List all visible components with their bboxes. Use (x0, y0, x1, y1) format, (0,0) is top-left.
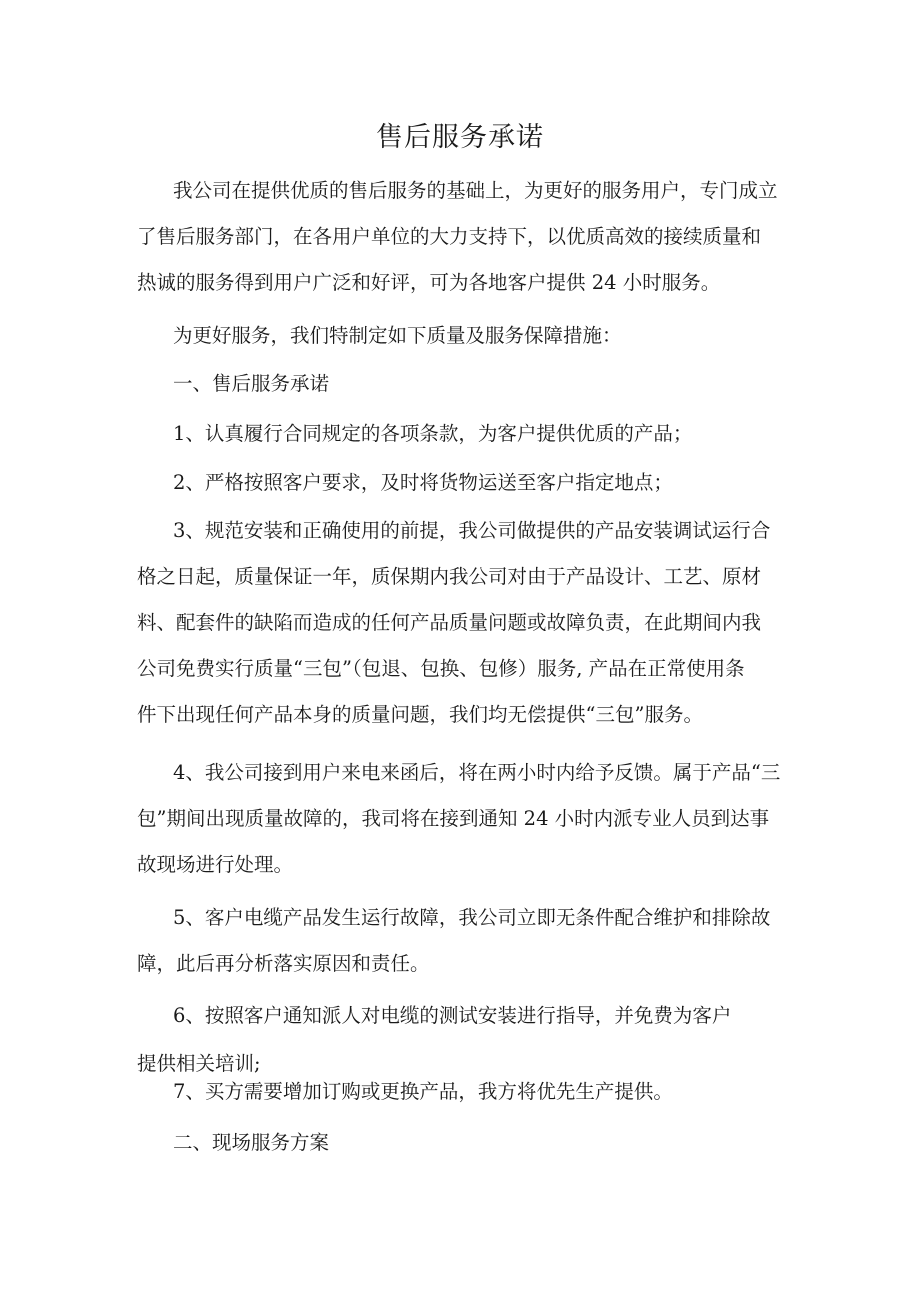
item4-paragraph (137, 750, 792, 888)
measures-intro-paragraph (137, 313, 792, 359)
item3-line: 件下出现任何产品本身的质量问题，我们均无偿提供“三包”服务。 (137, 703, 703, 726)
item5-line: 5、客户电缆产品发生运行故障，我公司立即无条件配合维护和排除故 (173, 906, 771, 929)
intro-line: 了售后服务部门，在各用户单位的大力支持下，以优质高效的接续质量和 (137, 225, 762, 248)
item3-line: 3、规范安装和正确使用的前提，我公司做提供的产品安装调试运行合 (173, 519, 771, 542)
item4-line: 故现场进行处理。 (137, 853, 294, 876)
section2-heading (137, 1120, 792, 1166)
item1-line: 1、认真履行合同规定的各项条款，为客户提供优质的产品； (173, 422, 693, 445)
section1-heading (137, 361, 792, 407)
item2-paragraph (137, 460, 792, 506)
item7-line: 7、买方需要增加订购或更换产品，我方将优先生产提供。 (173, 1080, 673, 1103)
item6-paragraph (137, 993, 792, 1039)
document-title: 售后服务承诺 (376, 122, 544, 153)
item3-paragraph (137, 508, 792, 738)
item6-continuation: 提供相关培训; (137, 1052, 261, 1075)
section2-heading-text: 二、现场服务方案 (173, 1131, 330, 1154)
item1-paragraph (137, 411, 792, 457)
intro-line: 热诚的服务得到用户广泛和好评，可为各地客户提供 24 小时服务。 (137, 271, 721, 294)
item4-line: 4、我公司接到用户来电来函后，将在两小时内给予反馈。属于产品“三 (173, 761, 781, 784)
item3-line: 料、配套件的缺陷而造成的任何产品质量问题或故障负责，在此期间内我 (137, 611, 762, 634)
section1-heading-text: 一、售后服务承诺 (173, 372, 330, 395)
item3-line: 公司免费实行质量“三包”（包退、包换、包修）服务, 产品在正常使用条 (137, 657, 745, 680)
intro-paragraph (137, 168, 792, 306)
intro-line: 我公司在提供优质的售后服务的基础上，为更好的服务用户，专门成立 (173, 179, 778, 202)
item5-paragraph (137, 895, 792, 987)
item3-line: 格之日起，质量保证一年，质保期内我公司对由于产品设计、工艺、原材 (137, 565, 762, 588)
item2-line: 2、严格按照客户要求，及时将货物运送至客户指定地点； (173, 471, 673, 494)
item4-line: 包”期间出现质量故障的，我司将在接到通知 24 小时内派专业人员到达事 (137, 807, 770, 830)
measures-intro-line: 为更好服务，我们特制定如下质量及服务保障措施： (173, 324, 622, 347)
item5-line: 障，此后再分析落实原因和责任。 (137, 952, 430, 975)
item6-line: 6、按照客户通知派人对电缆的测试安装进行指导，并免费为客户 (173, 1004, 732, 1027)
